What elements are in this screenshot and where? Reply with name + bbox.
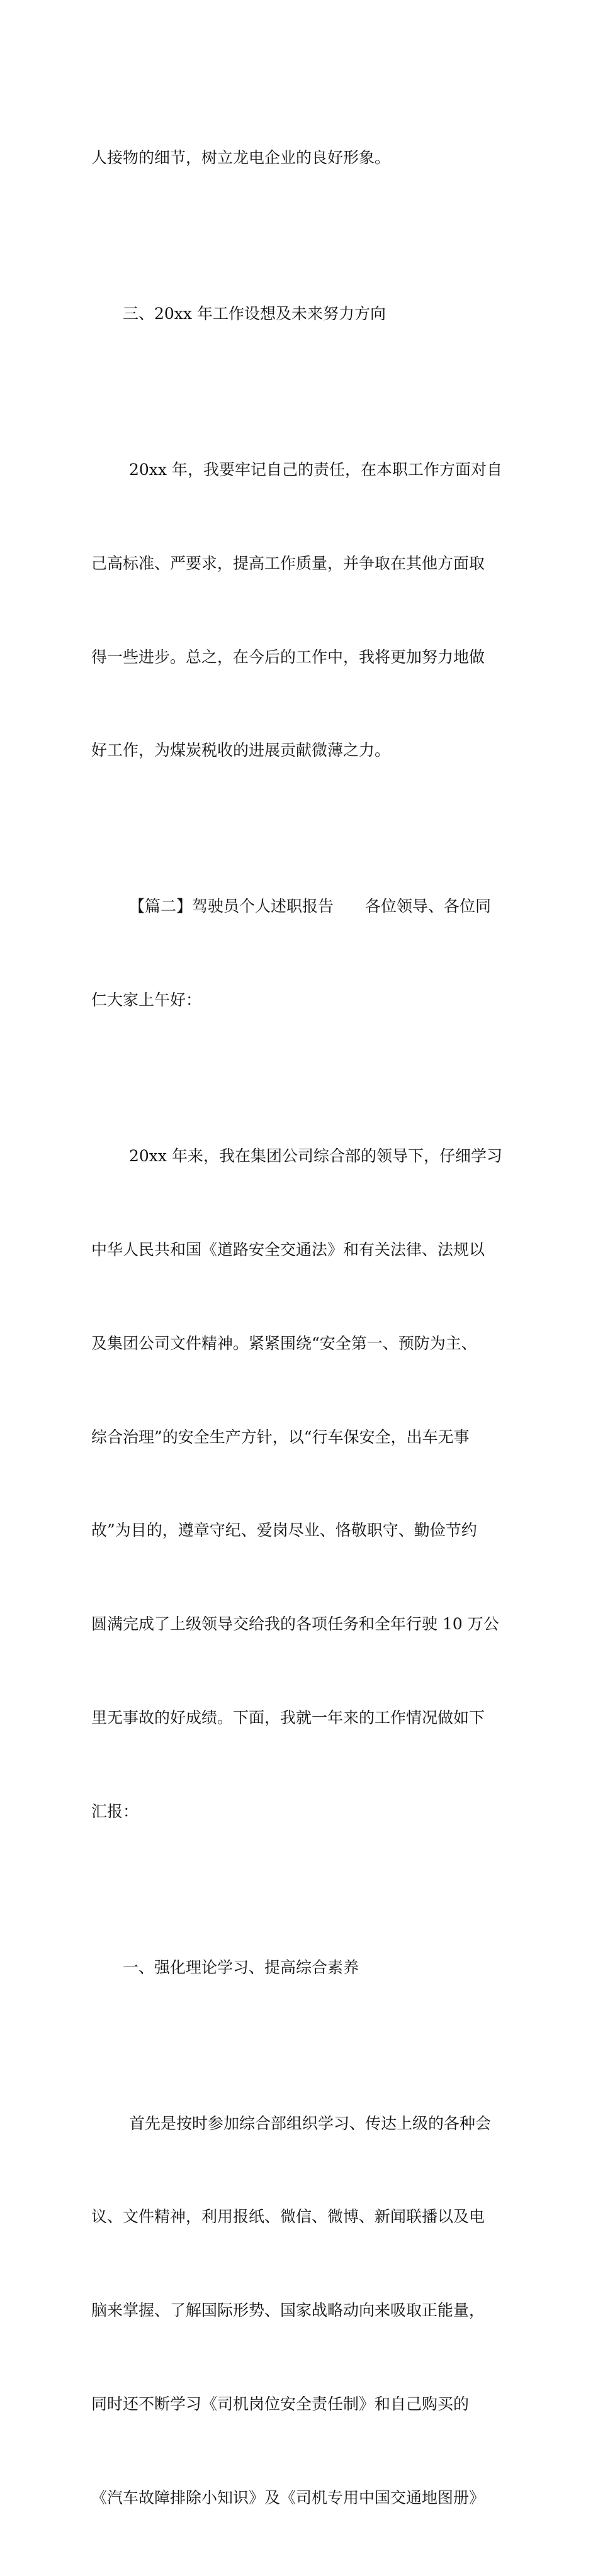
text-line: 首先是按时参加综合部组织学习、传达上级的各种会 (129, 2114, 492, 2133)
text-line: 人接物的细节，树立龙电企业的良好形象。 (91, 148, 391, 167)
text-line: 圆满完成了上级领导交给我的各项任务和全年行驶 10 万公 (91, 1615, 499, 1634)
text-line: 同时还不断学习《司机岗位安全责任制》和自己购买的 (91, 2394, 470, 2413)
text-line: 好工作，为煤炭税收的进展贡献微薄之力。 (91, 741, 391, 760)
text-line: 一、强化理论学习、提高综合素养 (123, 1958, 359, 1977)
text-line: 里无事故的好成绩。下面，我就一年来的工作情况做如下 (91, 1708, 485, 1727)
paragraph-plan (91, 392, 510, 828)
section-heading-3 (91, 236, 510, 392)
text-line: 脑来掌握、了解国际形势、国家战略动向来吸取正能量， (91, 2301, 485, 2320)
text-line: 20xx 年，我要牢记自己的责任，在本职工作方面对自 (129, 460, 502, 479)
article-title-part-two (91, 828, 510, 1078)
paragraph-study (91, 2045, 510, 2575)
text-line: 仁大家上午好： (91, 991, 202, 1010)
text-line: 综合治理”的安全生产方针，以“行车保安全，出车无事 (91, 1427, 470, 1446)
section-heading-1 (91, 1889, 510, 2045)
text-line: 三、20xx 年工作设想及未来努力方向 (123, 304, 386, 323)
text-line: 【篇二】驾驶员个人述职报告 各位领导、各位同 (129, 897, 492, 916)
text-line: 20xx 年来，我在集团公司综合部的领导下，仔细学习 (129, 1147, 502, 1166)
text-line: 汇报： (91, 1802, 139, 1820)
text-line: 及集团公司文件精神。紧紧围绕“安全第一、预防为主、 (91, 1334, 477, 1352)
document-body (91, 80, 510, 2576)
text-line: 故”为目的，遵章守纪、爱岗尽业、恪敬职守、勤俭节约 (91, 1521, 477, 1540)
text-line: 己高标准、严要求，提高工作质量，并争取在其他方面取 (91, 554, 485, 572)
text-line: 议、文件精神，利用报纸、微信、微博、新闻联播以及电 (91, 2207, 485, 2226)
paragraph-continuation (91, 80, 510, 236)
text-line: 《汽车故障排除小知识》及《司机专用中国交通地图册》 (91, 2488, 485, 2507)
paragraph-intro (91, 1078, 510, 1889)
text-line: 得一些进步。总之，在今后的工作中，我将更加努力地做 (91, 647, 485, 666)
text-line: 中华人民共和国《道路安全交通法》和有关法律、法规以 (91, 1240, 485, 1259)
